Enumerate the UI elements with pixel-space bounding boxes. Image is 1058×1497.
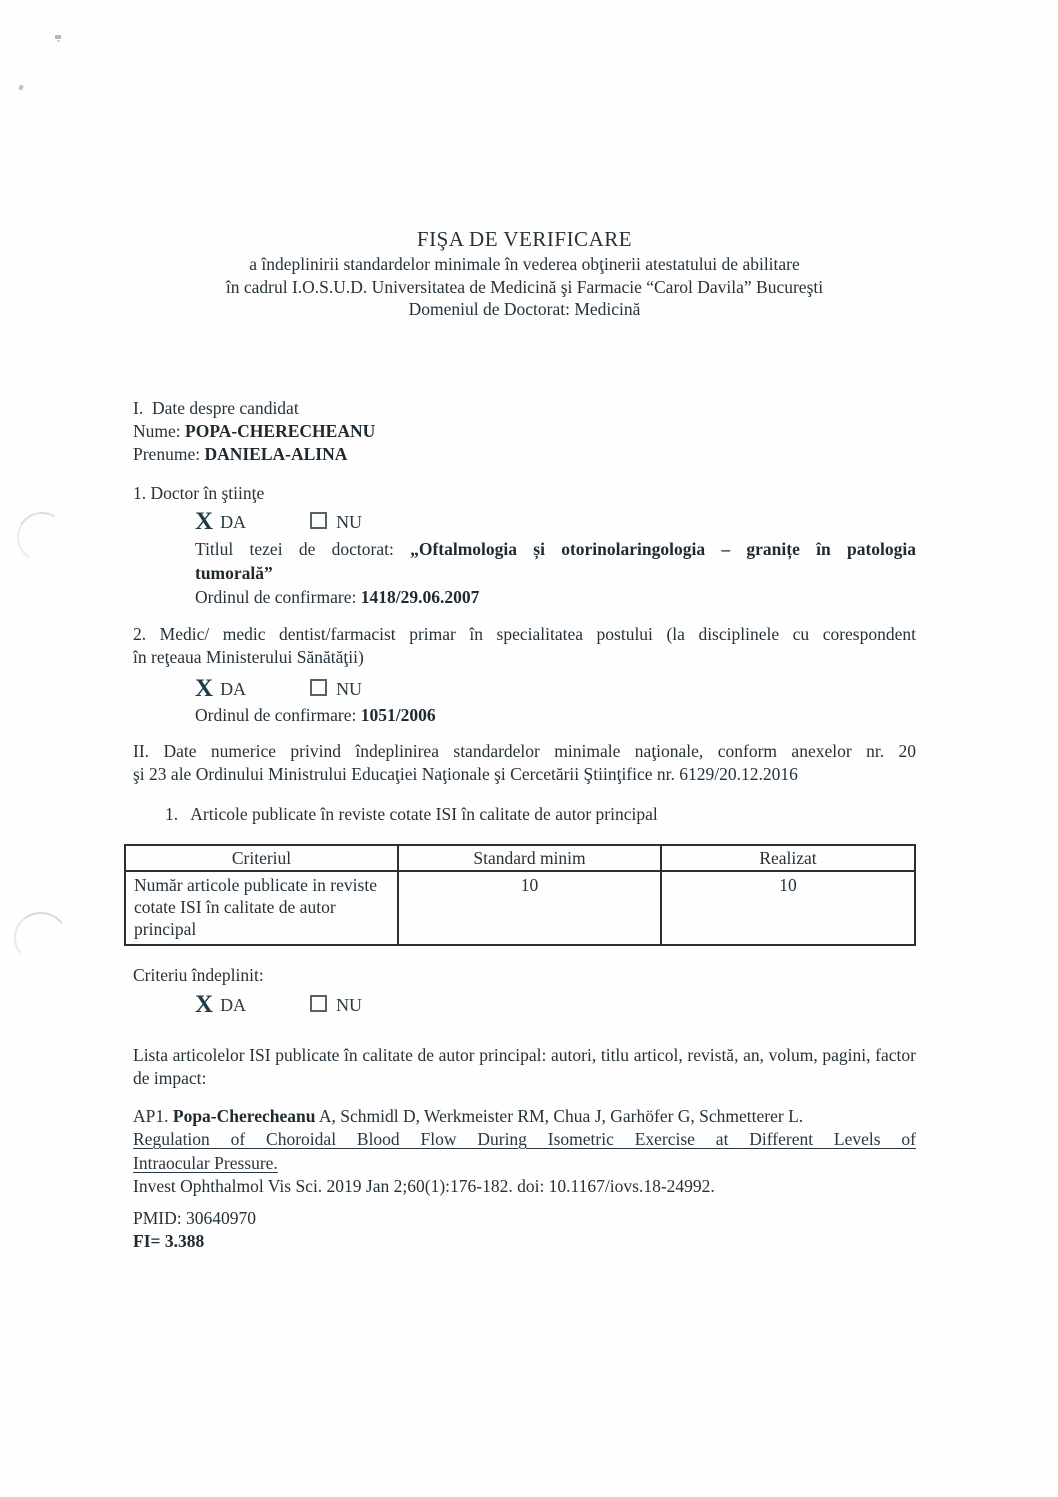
- nume-value: POPA-CHERECHEANU: [185, 420, 376, 441]
- criteria-table-header-row: [125, 845, 915, 871]
- candidate-firstname-line: [133, 443, 916, 466]
- prenume-label: Prenume:: [133, 443, 201, 464]
- col-header-realizat: Realizat: [661, 845, 915, 871]
- candidate-name-line: [133, 420, 916, 443]
- cell-criteriul: Număr articole publicate in reviste cotate ISI în calitate de autor principal: [125, 871, 398, 945]
- nume-label: Nume:: [133, 420, 181, 441]
- col-header-standard-minim: Standard minim: [398, 845, 661, 871]
- cell-realizat: 10: [661, 871, 915, 945]
- thesis-title-value-l1: „Oftalmologia și otorinolaringologia – granițe în patologia: [410, 538, 916, 559]
- section-candidate: [133, 397, 916, 466]
- pmid-label: PMID:: [133, 1207, 182, 1228]
- ap1-pmid-line: [133, 1207, 916, 1230]
- criteriu-indeplinit-heading: Criteriu îndeplinit:: [133, 964, 264, 985]
- thesis-title-line1: [195, 537, 916, 562]
- scan-arc-artifact: [12, 507, 73, 568]
- scan-speck: [55, 35, 61, 39]
- scan-speck: [18, 84, 24, 90]
- da-label: DA: [220, 994, 247, 1015]
- section-numeric-data: [133, 739, 916, 787]
- nu-checkbox-icon: [310, 512, 327, 529]
- x-check-mark: X: [195, 990, 214, 1018]
- ap1-authors-line: [133, 1105, 916, 1129]
- item2-order-line: [195, 704, 916, 727]
- item2-order-label: Ordinul de confirmare:: [195, 704, 357, 725]
- pmid-value: 30640970: [186, 1207, 256, 1228]
- ap1-authors-rest: A, Schmidl D, Werkmeister RM, Chua J, Garhöfer G, Schmetterer L.: [318, 1105, 804, 1126]
- document-content: [133, 0, 916, 1253]
- x-check-mark: X: [195, 507, 214, 535]
- nu-label: NU: [336, 678, 363, 699]
- da-label: DA: [220, 511, 247, 532]
- nu-label: NU: [336, 511, 363, 532]
- ap1-id: AP1.: [133, 1105, 169, 1126]
- item1-order-label: Ordinul de confirmare:: [195, 586, 357, 607]
- item1-order-line: [195, 586, 916, 609]
- thesis-title-label: Titlul tezei de doctorat:: [195, 538, 394, 559]
- x-check-mark: X: [195, 674, 214, 702]
- item2-heading-block: [133, 623, 916, 670]
- scan-arc-artifact: [11, 908, 72, 967]
- document-subtitle-2: în cadrul I.O.S.U.D. Universitatea de Medicină şi Farmacie “Carol Davila” Bucureşti: [225, 276, 824, 297]
- document-subtitle-1: a îndeplinirii standardelor minimale în vederea obţinerii atestatului de abilitare: [249, 254, 800, 274]
- criteria-table-row: [125, 871, 915, 945]
- section-candidate-heading: I. Date despre candidat: [133, 397, 299, 418]
- nu-option: [310, 995, 362, 1015]
- item2-da-nu-row: [195, 674, 916, 704]
- ap1-journal-line: Invest Ophthalmol Vis Sci. 2019 Jan 2;60(1):176-182. doi: 10.1167/iovs.18-24992.: [133, 1176, 715, 1196]
- nu-option: [310, 512, 362, 532]
- ap1-title-line1: Regulation of Choroidal Blood Flow During Isometric Exercise at Different Levels of: [133, 1129, 916, 1149]
- section2-list-item: 1. Articole publicate în reviste cotate ISI în calitate de autor principal: [165, 803, 658, 824]
- document-header: [133, 226, 916, 321]
- section2-heading-line2: şi 23 ale Ordinului Ministrului Educaţiei Naţionale şi Cercetării Ştiinţifice nr. 6129/20.12.2016: [133, 764, 798, 784]
- thesis-title-value-l2: tumorală”: [195, 563, 273, 583]
- prenume-value: DANIELA-ALINA: [204, 443, 348, 464]
- nu-option: [310, 679, 362, 699]
- document-title: FIŞA DE VERIFICARE: [416, 227, 633, 251]
- item2-heading-line1: 2. Medic/ medic dentist/farmacist primar în specialitatea postului (la disciplinele cu corespondent: [133, 623, 916, 644]
- thesis-title-block: [195, 537, 916, 609]
- ap1-title-line2: Intraocular Pressure.: [133, 1152, 278, 1173]
- nu-checkbox-icon: [310, 679, 327, 696]
- article-ap1: [133, 1105, 916, 1253]
- scan-speck: [57, 40, 60, 42]
- criteria-table: [124, 844, 916, 946]
- document-subtitle-3: Domeniul de Doctorat: Medicină: [408, 299, 641, 319]
- nu-label: NU: [336, 994, 363, 1015]
- ap1-impact-factor: FI= 3.388: [133, 1230, 205, 1251]
- da-label: DA: [220, 678, 247, 699]
- col-header-criteriul: Criteriul: [125, 845, 398, 871]
- nu-checkbox-icon: [310, 995, 327, 1012]
- item1-order-value: 1418/29.06.2007: [360, 586, 480, 607]
- item1-da-nu-row: [195, 507, 916, 537]
- article-list-intro: Lista articolelor ISI publicate în calitate de autor principal: autori, titlu articol, revistă, an, volum, pagini, factor de impact:: [133, 1044, 916, 1088]
- thesis-title-line2: [195, 561, 916, 586]
- item2-heading-line2: în reţeaua Ministerului Sănătăţii): [133, 647, 364, 667]
- cell-standard-minim: 10: [398, 871, 661, 945]
- criteriu-da-nu-row: [195, 990, 916, 1020]
- item2-order-value: 1051/2006: [360, 704, 436, 725]
- item1-heading: 1. Doctor în ştiinţe: [133, 482, 265, 503]
- section2-heading-line1: II. Date numerice privind îndeplinirea standardelor minimale naţionale, conform anexelor nr. 20: [133, 740, 916, 761]
- ap1-first-author: Popa-Cherecheanu: [172, 1105, 316, 1126]
